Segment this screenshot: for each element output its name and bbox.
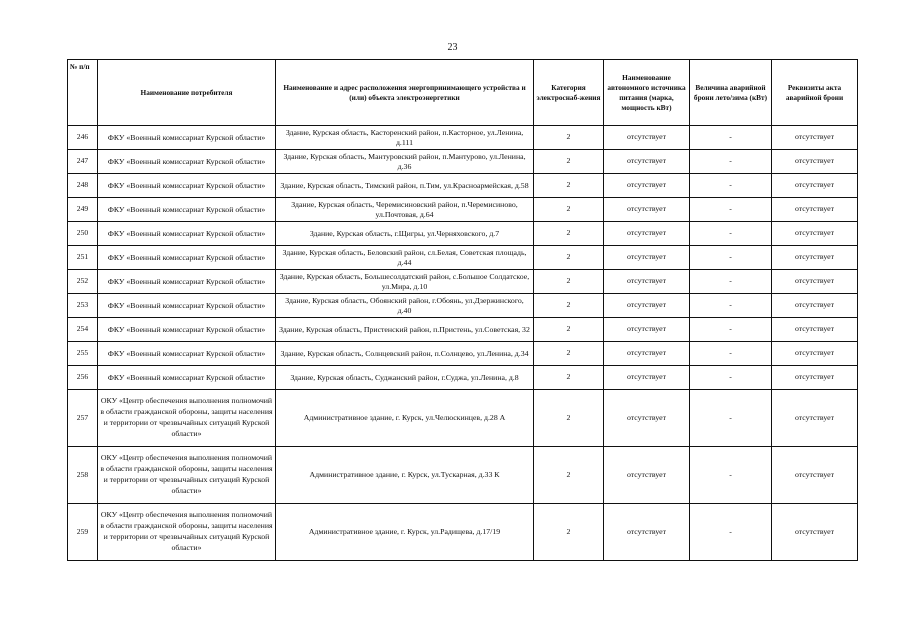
table-row	[68, 294, 858, 318]
reserve-value: -	[690, 504, 772, 561]
supply-category: 2	[534, 126, 604, 150]
autonomous-source: отсутствует	[604, 222, 690, 246]
object-address: Здание, Курская область, Пристенский район, п.Пристень, ул.Советская, 32	[276, 318, 534, 342]
act-details: отсутствует	[772, 294, 858, 318]
consumer-name: ФКУ «Военный комиссариат Курской области»	[98, 366, 276, 390]
row-number: 257	[68, 390, 98, 447]
autonomous-source: отсутствует	[604, 270, 690, 294]
object-address: Здание, Курская область, Мантуровский район, п.Мантурово, ул.Ленина, д.36	[276, 150, 534, 174]
autonomous-source: отсутствует	[604, 318, 690, 342]
row-number: 254	[68, 318, 98, 342]
table-row	[68, 447, 858, 504]
act-details: отсутствует	[772, 504, 858, 561]
object-address: Здание, Курская область, Тимский район, п.Тим, ул.Красноармейская, д.58	[276, 174, 534, 198]
reserve-value: -	[690, 318, 772, 342]
reserve-value: -	[690, 447, 772, 504]
supply-category: 2	[534, 294, 604, 318]
row-number: 249	[68, 198, 98, 222]
act-details: отсутствует	[772, 198, 858, 222]
act-details: отсутствует	[772, 222, 858, 246]
consumer-name: ФКУ «Военный комиссариат Курской области»	[98, 222, 276, 246]
header-number: № п/п	[68, 60, 98, 126]
consumer-name: ФКУ «Военный комиссариат Курской области»	[98, 174, 276, 198]
table-body	[68, 126, 858, 561]
row-number: 252	[68, 270, 98, 294]
supply-category: 2	[534, 270, 604, 294]
row-number: 248	[68, 174, 98, 198]
object-address: Здание, Курская область, Суджанский район, г.Суджа, ул.Ленина, д.8	[276, 366, 534, 390]
reserve-value: -	[690, 342, 772, 366]
act-details: отсутствует	[772, 342, 858, 366]
reserve-value: -	[690, 174, 772, 198]
autonomous-source: отсутствует	[604, 174, 690, 198]
autonomous-source: отсутствует	[604, 246, 690, 270]
header-power-source: Наименование автономного источника питания (марка, мощность кВт)	[604, 60, 690, 126]
autonomous-source: отсутствует	[604, 198, 690, 222]
row-number: 253	[68, 294, 98, 318]
reserve-value: -	[690, 390, 772, 447]
reserve-value: -	[690, 150, 772, 174]
supply-category: 2	[534, 222, 604, 246]
header-consumer: Наименование потребителя	[98, 60, 276, 126]
header-category: Категория электроснаб-жения	[534, 60, 604, 126]
autonomous-source: отсутствует	[604, 294, 690, 318]
act-details: отсутствует	[772, 390, 858, 447]
act-details: отсутствует	[772, 246, 858, 270]
reserve-value: -	[690, 246, 772, 270]
autonomous-source: отсутствует	[604, 126, 690, 150]
object-address: Административное здание, г. Курск, ул.Тускарная, д.33 К	[276, 447, 534, 504]
page-number: 23	[447, 42, 458, 53]
table-row	[68, 150, 858, 174]
consumer-name: ФКУ «Военный комиссариат Курской области»	[98, 318, 276, 342]
table-row	[68, 390, 858, 447]
header-address: Наименование и адрес расположения энергопринимающего устройства и (или) объекта электроэнергетики	[276, 60, 534, 126]
supply-category: 2	[534, 447, 604, 504]
table-row	[68, 126, 858, 150]
table-row	[68, 342, 858, 366]
table-row	[68, 366, 858, 390]
object-address: Здание, Курская область, Черемисиновский район, п.Черемисиново, ул.Почтовая, д.64	[276, 198, 534, 222]
reserve-value: -	[690, 222, 772, 246]
autonomous-source: отсутствует	[604, 390, 690, 447]
row-number: 247	[68, 150, 98, 174]
act-details: отсутствует	[772, 447, 858, 504]
table-row	[68, 198, 858, 222]
object-address: Административное здание, г. Курск, ул.Челюскинцев, д.28 А	[276, 390, 534, 447]
table-row	[68, 504, 858, 561]
act-details: отсутствует	[772, 174, 858, 198]
consumer-name: ФКУ «Военный комиссариат Курской области»	[98, 126, 276, 150]
table-row	[68, 318, 858, 342]
row-number: 251	[68, 246, 98, 270]
table-row	[68, 174, 858, 198]
consumer-name: ФКУ «Военный комиссариат Курской области»	[98, 246, 276, 270]
row-number: 256	[68, 366, 98, 390]
autonomous-source: отсутствует	[604, 150, 690, 174]
supply-category: 2	[534, 318, 604, 342]
table-row	[68, 222, 858, 246]
supply-category: 2	[534, 366, 604, 390]
table-header	[68, 60, 858, 126]
act-details: отсутствует	[772, 318, 858, 342]
emergency-reserve-table	[67, 59, 858, 561]
supply-category: 2	[534, 150, 604, 174]
consumer-name: ОКУ «Центр обеспечения выполнения полномочий в области гражданской обороны, защиты населения и территории от чрезвычайных ситуаций Курской области»	[98, 504, 276, 561]
supply-category: 2	[534, 198, 604, 222]
supply-category: 2	[534, 246, 604, 270]
autonomous-source: отсутствует	[604, 504, 690, 561]
object-address: Здание, Курская область, Беловский район, сл.Белая, Советская площадь, д.44	[276, 246, 534, 270]
row-number: 255	[68, 342, 98, 366]
act-details: отсутствует	[772, 150, 858, 174]
consumer-name: ОКУ «Центр обеспечения выполнения полномочий в области гражданской обороны, защиты населения и территории от чрезвычайных ситуаций Курской области»	[98, 390, 276, 447]
reserve-value: -	[690, 270, 772, 294]
object-address: Здание, Курская область, Большесолдатский район, с.Большое Солдатское, ул.Мира, д.10	[276, 270, 534, 294]
row-number: 258	[68, 447, 98, 504]
supply-category: 2	[534, 174, 604, 198]
autonomous-source: отсутствует	[604, 342, 690, 366]
reserve-value: -	[690, 198, 772, 222]
consumer-name: ОКУ «Центр обеспечения выполнения полномочий в области гражданской обороны, защиты населения и территории от чрезвычайных ситуаций Курской области»	[98, 447, 276, 504]
header-act-details: Реквизиты акта аварийной брони	[772, 60, 858, 126]
header-reserve-value: Величина аварийной брони лето/зима (кВт)	[690, 60, 772, 126]
reserve-value: -	[690, 366, 772, 390]
supply-category: 2	[534, 342, 604, 366]
autonomous-source: отсутствует	[604, 447, 690, 504]
object-address: Административное здание, г. Курск, ул.Радищева, д.17/19	[276, 504, 534, 561]
object-address: Здание, Курская область, Касторенский район, п.Касторное, ул.Ленина, д.111	[276, 126, 534, 150]
autonomous-source: отсутствует	[604, 366, 690, 390]
row-number: 259	[68, 504, 98, 561]
row-number: 246	[68, 126, 98, 150]
table-row	[68, 246, 858, 270]
object-address: Здание, Курская область, г.Щигры, ул.Черняховского, д.7	[276, 222, 534, 246]
reserve-value: -	[690, 126, 772, 150]
row-number: 250	[68, 222, 98, 246]
consumer-name: ФКУ «Военный комиссариат Курской области»	[98, 198, 276, 222]
reserve-value: -	[690, 294, 772, 318]
table-row	[68, 270, 858, 294]
consumer-name: ФКУ «Военный комиссариат Курской области»	[98, 270, 276, 294]
act-details: отсутствует	[772, 366, 858, 390]
act-details: отсутствует	[772, 126, 858, 150]
object-address: Здание, Курская область, Обоянский район, г.Обоянь, ул.Дзержинского, д.40	[276, 294, 534, 318]
consumer-name: ФКУ «Военный комиссариат Курской области»	[98, 342, 276, 366]
act-details: отсутствует	[772, 270, 858, 294]
consumer-name: ФКУ «Военный комиссариат Курской области»	[98, 294, 276, 318]
object-address: Здание, Курская область, Солнцевский район, п.Солнцево, ул.Ленина, д.34	[276, 342, 534, 366]
consumer-name: ФКУ «Военный комиссариат Курской области»	[98, 150, 276, 174]
supply-category: 2	[534, 390, 604, 447]
supply-category: 2	[534, 504, 604, 561]
